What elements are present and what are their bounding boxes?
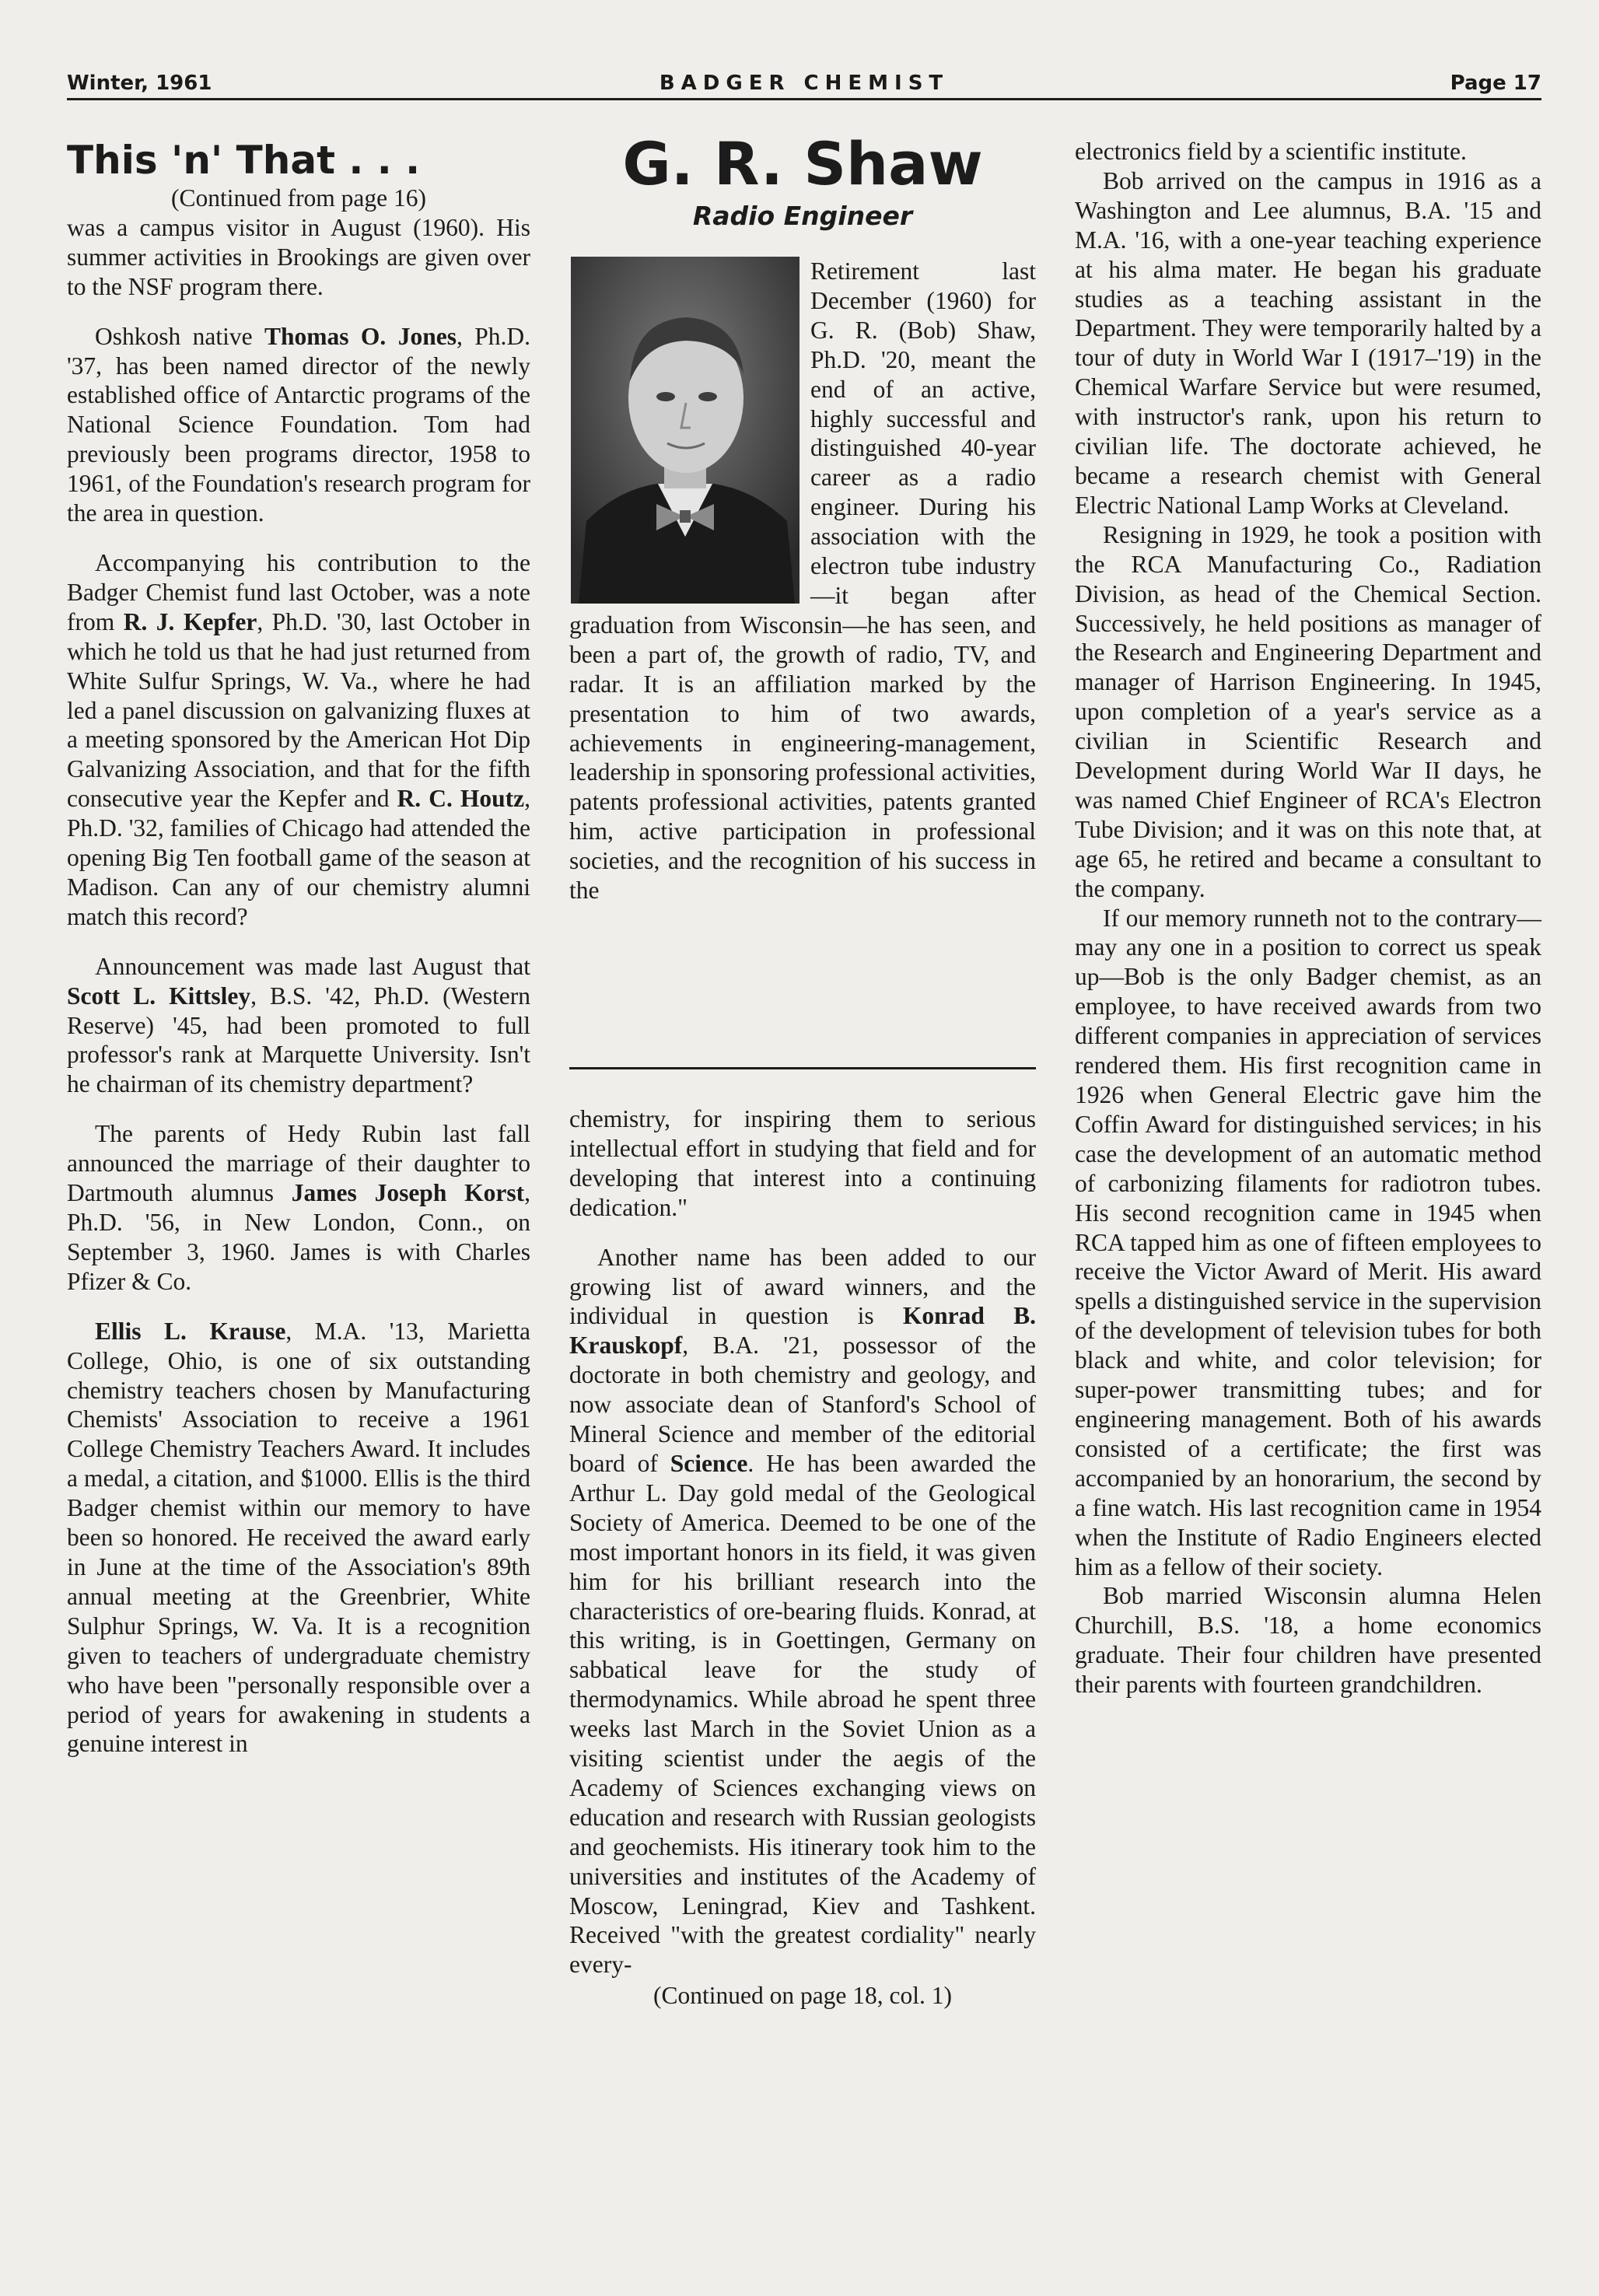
publication-title: BADGER CHEMIST: [659, 72, 950, 95]
running-header: [67, 68, 1541, 101]
issue-date: Winter, 1961: [67, 72, 212, 95]
person-name: R. C. Houtz: [397, 785, 525, 813]
paragraph: [67, 548, 530, 932]
person-name: Konrad B. Krauskopf: [569, 1302, 1036, 1360]
paragraph: [569, 1104, 1036, 1223]
photo-spacer: [569, 257, 810, 602]
paragraph: [67, 1119, 530, 1296]
paragraph-text: , Ph.D. '37, has been named director of the newly established office of Antarctic programs of the National Science Foundation. Tom had previously been programs director, 1958 to 1961, of the Foundation's research program for the area in question.: [67, 322, 530, 527]
paragraph-text: The parents of Hedy Rubin last fall announced the marriage of their daughter to Dartmouth alumnus: [67, 1120, 530, 1207]
paragraph-text: , Ph.D. '56, in New London, Conn., on September 3, 1960. James is with Charles Pfizer & Co.: [67, 1179, 530, 1295]
paragraph-text: Announcement was made last August that: [95, 952, 530, 980]
paragraph: electronics field by a scientific institute.: [1075, 138, 1467, 165]
paragraph-text: , Ph.D. '32, families of Chicago had attended the opening Big Ten football game of the season at Madison. Can any of our chemistry alumni match this record?: [67, 785, 530, 930]
paragraph: Resigning in 1929, he took a position with the RCA Manufacturing Co., Radiation Division, as head of the Chemical Section. Successively, he held positions as manager of the Research and Engineering Department and manager of Harrison Engineering. In 1945, upon completion of a year's service as a civilian in Scientific Research and Development during World War II days, he was named Chief Engineer of RCA's Electron Tube Division; and it was on this note that, at age 65, he retired and became a consultant to the company.: [1075, 520, 1541, 902]
article-body-top: [569, 257, 1036, 905]
person-name: Thomas O. Jones: [264, 322, 457, 350]
article-title: G. R. Shaw: [622, 129, 983, 198]
paragraph: [67, 1317, 530, 1759]
paragraph-text: Oshkosh native: [95, 322, 265, 350]
paragraph-text: Accompanying his contribution to the Badger Chemist fund last October, was a note from: [67, 548, 530, 635]
page-number: Page 17: [1450, 72, 1541, 95]
paragraph-text: Another name has been added to our growing list of award winners, and the individual in question is: [569, 1243, 1036, 1330]
article-lead-paragraph: Retirement last December (1960) for G. R. (Bob) Shaw, Ph.D. '20, meant the end of an active, highly successful and distinguished 40-year career as a radio engineer. During his association with the electron tube industry—it began after graduation from Wisconsin—he has seen, and been a part of, the growth of radio, TV, and radar. It is an affiliation marked by the presentation to him of two awards, achievements in engineering-management, leadership in sponsoring professional activities, patents professional activities, patents granted him, active participation in professional societies, and the recognition of his success in the: [569, 257, 1036, 905]
paragraph: [67, 952, 530, 1100]
column-1: [67, 137, 530, 1759]
continued-on-note: (Continued on page 18, col. 1): [653, 1982, 953, 2010]
article-subtitle: Radio Engineer: [692, 201, 913, 231]
paragraph-text: , B.S. '42, Ph.D. (Western Reserve) '45, had been promoted to full professor's rank at Marquette University. Isn't he chairman of its chemistry department?: [67, 982, 531, 1098]
paragraph: Bob married Wisconsin alumna Helen Churchill, B.S. '18, a home economics graduate. Their four children have presented their parents with fourteen grandchildren.: [1075, 1582, 1541, 1699]
column-3: [1075, 137, 1541, 1699]
person-name: R. J. Kepfer: [123, 607, 257, 635]
person-name: Ellis L. Krause: [95, 1317, 286, 1345]
article-divider: [569, 1067, 1036, 1069]
section-title: This 'n' That . . .: [67, 138, 421, 183]
paragraph: [569, 1243, 1036, 1980]
paragraph-text: was a campus visitor in August (1960). His summer activities in Brookings are given over to the NSF program there.: [67, 213, 530, 300]
paragraph: [67, 213, 530, 302]
column-2-lower: [569, 1104, 1036, 2011]
journal-name: Science: [670, 1449, 748, 1477]
paragraph-text: , M.A. '13, Marietta College, Ohio, is one of six outstanding chemistry teachers chosen by Manufacturing Chemists' Association to receive a 1961 College Chemistry Teachers Award. It includes a medal, a citation, and $1000. Ellis is the third Badger chemist within our memory to have been so honored. He received the award early in June at the time of the Association's 89th annual meeting at the Greenbrier, White Sulphur Springs, W. Va. It is a recognition given to teachers of undergraduate chemistry who have been "personally responsible over a period of years for awakening in students a genuine interest in: [67, 1317, 530, 1758]
paragraph: [67, 322, 530, 528]
paragraph-text: . He has been awarded the Arthur L. Day gold medal of the Geological Society of America. Deemed to be one of the most important honors in its field, it was given him for his brilliant research into the characteristics of ore-bearing fluids. Konrad, at this writing, is in Goettingen, Germany on sabbatical leave for the study of thermodynamics. While abroad he spent three weeks last March in the Soviet Union as a visiting scientist under the aegis of the Academy of Sciences exchanging views on education and research with Russian geologists and geochemists. His itinerary took him to the universities and institutes of the Academy of Moscow, Leningrad, Kiev and Tashkent. Received "with the greatest cordiality" nearly every-: [569, 1449, 1036, 1979]
person-name: James Joseph Korst: [291, 1179, 525, 1207]
paragraph: If our memory runneth not to the contrary—may any one in a position to correct us speak up—Bob is the only Badger chemist, as an employee, to have received awards from two different companies in appreciation of services rendered them. His first recognition came in 1926 when General Electric gave him the Coffin Award for distinguished services; in his case the development of an automatic method of carbonizing filaments for radiotron tubes. His second recognition came in 1945 when RCA tapped him as one of fifteen employees to receive the Victor Award of Merit. His award spells a distinguished service in the supervision of the development of television tubes for both black and white, and color television; for super-power transmitting tubes; and for engineering management. Both of his awards consisted of a certificate; the first was accompanied by an honorarium, the second by a fine watch. His last recognition came in 1954 when the Institute of Radio Engineers elected him as a fellow of their society.: [1075, 904, 1541, 1580]
continued-from-note: (Continued from page 16): [170, 184, 427, 212]
paragraph-text: , Ph.D. '30, last October in which he told us that he had just returned from White Sulfur Springs, W. Va., where he had led a panel discussion on galvanizing fluxes at a meeting sponsored by the American Hot Dip Galvanizing Association, and that for the fifth consecutive year the Kepfer and: [67, 607, 531, 813]
paragraph-text: chemistry, for inspiring them to serious intellectual effort in studying that field and for developing that interest into a continuing dedication.": [569, 1105, 1036, 1221]
paragraph: Bob arrived on the campus in 1916 as a Washington and Lee alumnus, B.A. '15 and M.A. '16, with a one-year teaching experience at his alma mater. He began his graduate studies as a teaching assistant in the Department. They were temporarily halted by a tour of duty in World War I (1917–'19) in the Chemical Warfare Service but were resumed, with instructor's rank, upon his return to civilian life. The doctorate achieved, he became a research chemist with General Electric National Lamp Works at Cleveland.: [1075, 166, 1541, 519]
header-rule: [67, 98, 1541, 100]
person-name: Scott L. Kittsley: [67, 982, 251, 1010]
paragraph-text: , B.A. '21, possessor of the doctorate in both chemistry and geology, and now associate dean of Stanford's School of Mineral Science and member of the editorial board of: [569, 1332, 1036, 1477]
